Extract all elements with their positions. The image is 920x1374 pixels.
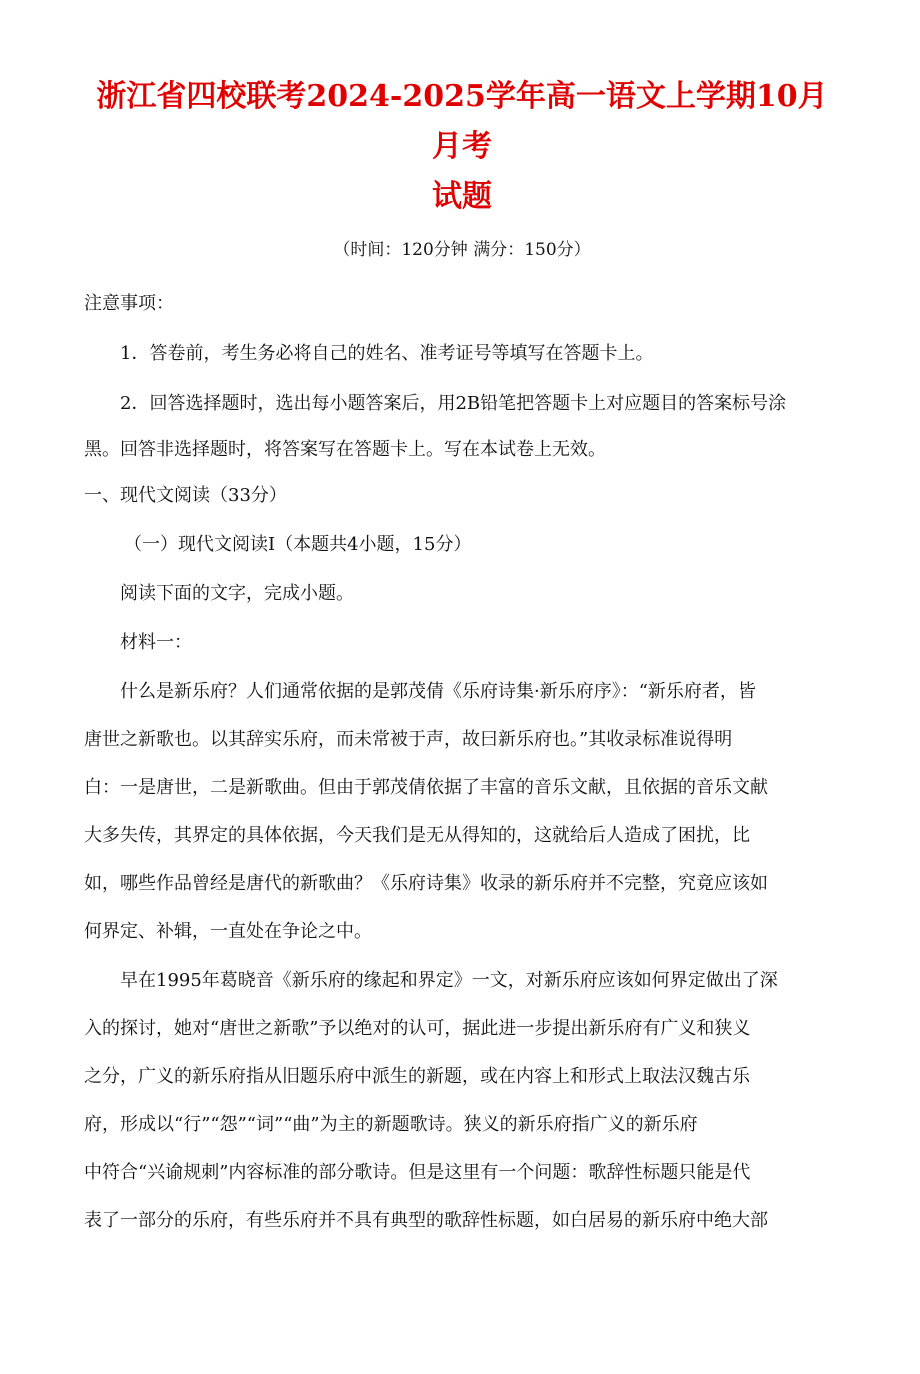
paragraph-line: 唐世之新歌也。以其辞实乐府，而未常被于声，故曰新乐府也。”其收录标准说得明 — [84, 729, 733, 750]
paragraph-line: 入的探讨，她对“唐世之新歌”予以绝对的认可，据此进一步提出新乐府有广义和狭义 — [84, 1018, 751, 1039]
title-line-2: 试题 — [432, 179, 492, 214]
section-1-heading: 一、现代文阅读（33分） — [84, 485, 287, 506]
notice-heading: 注意事项： — [84, 293, 174, 314]
notice-item-1: 1．答卷前，考生务必将自己的姓名、准考证号等填写在答题卡上。 — [120, 343, 654, 364]
paragraph-line: 白：一是唐世，二是新歌曲。但由于郭茂倩依据了丰富的音乐文献，且依据的音乐文献 — [84, 777, 768, 798]
material-label: 材料一： — [120, 632, 192, 653]
notice-item-2: 2．回答选择题时，选出每小题答案后，用2B铅笔把答题卡上对应题目的答案标号涂 — [120, 393, 787, 414]
paragraph-line: 中符合“兴谕规刺”内容标准的部分歌诗。但是这里有一个问题：歌辞性标题只能是代 — [84, 1162, 751, 1183]
paragraph-line: 早在1995年葛晓音《新乐府的缘起和界定》一文，对新乐府应该如何界定做出了深 — [120, 970, 778, 991]
paragraph-1 — [84, 680, 840, 944]
exam-time-score: （时间：120分钟 满分：150分） — [333, 240, 591, 260]
notice-item-2-continued: 黑。回答非选择题时，将答案写在答题卡上。写在本试卷上无效。 — [84, 439, 606, 460]
paragraph-line: 如，哪些作品曾经是唐代的新歌曲？《乐府诗集》收录的新乐府并不完整，究竟应该如 — [84, 873, 768, 894]
document-title — [84, 72, 840, 222]
reading-instruction: 阅读下面的文字，完成小题。 — [120, 583, 354, 604]
document-page — [0, 72, 920, 1374]
paragraph-line: 府，形成以“行”“怨”“词”“曲”为主的新题歌诗。狭义的新乐府指广义的新乐府 — [84, 1114, 698, 1135]
paragraph-line: 大多失传，其界定的具体依据，今天我们是无从得知的，这就给后人造成了困扰，比 — [84, 825, 750, 846]
paragraph-line: 表了一部分的乐府，有些乐府并不具有典型的歌辞性标题，如白居易的新乐府中绝大部 — [84, 1210, 768, 1231]
paragraph-line: 之分，广义的新乐府指从旧题乐府中派生的新题，或在内容上和形式上取法汉魏古乐 — [84, 1066, 750, 1087]
paragraph-2 — [84, 969, 840, 1233]
title-line-1: 浙江省四校联考2024-2025学年高一语文上学期10月月考 — [96, 79, 828, 164]
subsection-1-heading: （一）现代文阅读Ⅰ（本题共4小题，15分） — [124, 534, 472, 555]
paragraph-line: 什么是新乐府？人们通常依据的是郭茂倩《乐府诗集·新乐府序》：“新乐府者，皆 — [120, 681, 756, 702]
paragraph-line: 何界定、补辑，一直处在争论之中。 — [84, 921, 372, 942]
